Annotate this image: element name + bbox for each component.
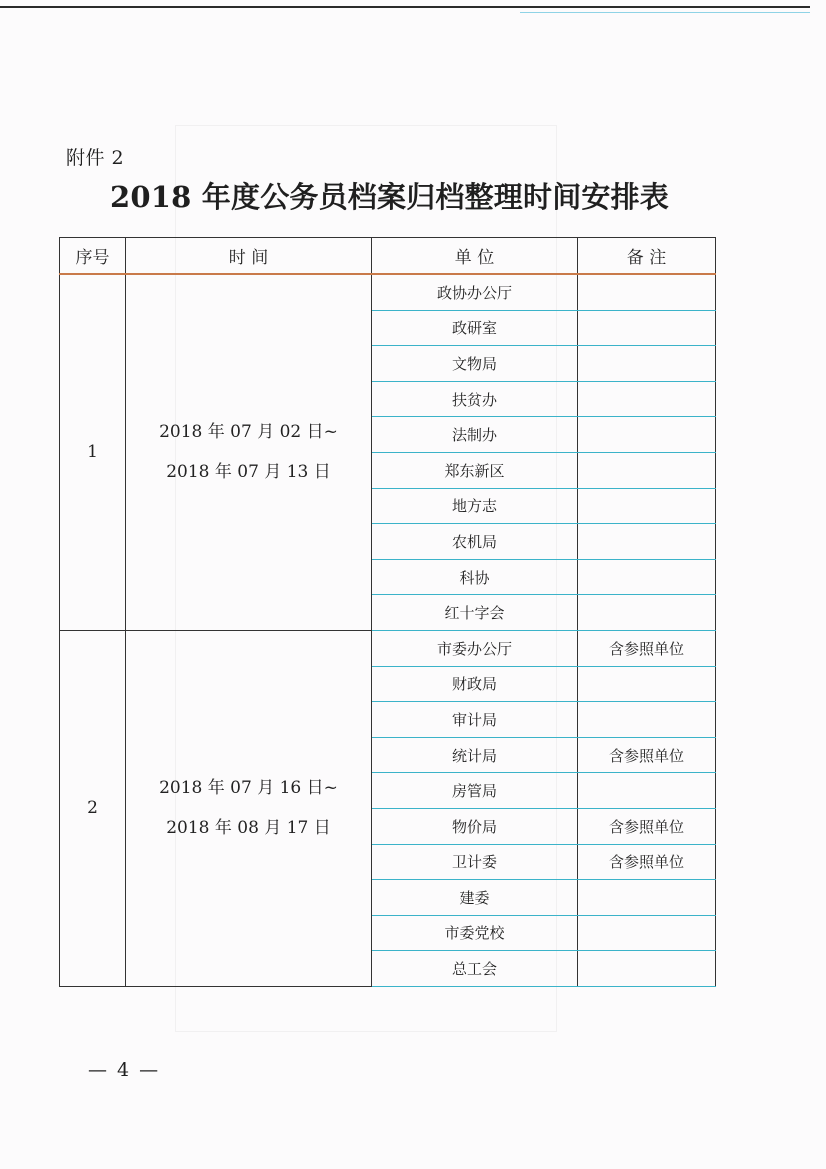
table-row	[60, 274, 716, 310]
note-cell	[578, 417, 716, 453]
table-header-row	[60, 238, 716, 275]
group-time-range	[126, 630, 372, 986]
note-cell	[578, 666, 716, 702]
unit-cell: 物价局	[372, 808, 578, 844]
note-cell	[578, 524, 716, 560]
note-cell	[578, 452, 716, 488]
note-cell	[578, 880, 716, 916]
column-header-seq: 序号	[60, 238, 126, 275]
top-border-line	[0, 6, 810, 8]
column-header-note: 备 注	[578, 238, 716, 275]
note-cell	[578, 381, 716, 417]
unit-cell: 市委党校	[372, 915, 578, 951]
table-row	[60, 630, 716, 666]
schedule-table	[59, 237, 716, 987]
note-cell	[578, 559, 716, 595]
unit-cell: 法制办	[372, 417, 578, 453]
note-cell: 含参照单位	[578, 808, 716, 844]
document-title: 2018 年度公务员档案归档整理时间安排表	[110, 180, 670, 214]
note-cell	[578, 915, 716, 951]
note-cell	[578, 346, 716, 382]
column-header-unit: 单 位	[372, 238, 578, 275]
note-cell	[578, 274, 716, 310]
time-end: 2018 年 07 月 13 日	[166, 462, 331, 483]
unit-cell: 卫计委	[372, 844, 578, 880]
attachment-label: 附件 2	[66, 147, 125, 169]
unit-cell: 地方志	[372, 488, 578, 524]
note-cell: 含参照单位	[578, 737, 716, 773]
note-cell: 含参照单位	[578, 844, 716, 880]
top-border-accent	[520, 12, 810, 13]
unit-cell: 房管局	[372, 773, 578, 809]
group-time-range	[126, 274, 372, 630]
time-start: 2018 年 07 月 16 日~	[159, 778, 338, 799]
note-cell	[578, 595, 716, 631]
unit-cell: 建委	[372, 880, 578, 916]
unit-cell: 统计局	[372, 737, 578, 773]
unit-cell: 总工会	[372, 951, 578, 987]
column-header-time: 时 间	[126, 238, 372, 275]
page-number: — 4 —	[88, 1059, 161, 1081]
time-start: 2018 年 07 月 02 日~	[159, 422, 338, 443]
group-seq: 2	[60, 630, 126, 986]
unit-cell: 市委办公厅	[372, 630, 578, 666]
unit-cell: 扶贫办	[372, 381, 578, 417]
unit-cell: 郑东新区	[372, 452, 578, 488]
unit-cell: 财政局	[372, 666, 578, 702]
note-cell	[578, 773, 716, 809]
note-cell: 含参照单位	[578, 630, 716, 666]
note-cell	[578, 702, 716, 738]
unit-cell: 政协办公厅	[372, 274, 578, 310]
unit-cell: 红十字会	[372, 595, 578, 631]
unit-cell: 审计局	[372, 702, 578, 738]
unit-cell: 农机局	[372, 524, 578, 560]
note-cell	[578, 488, 716, 524]
note-cell	[578, 951, 716, 987]
group-seq: 1	[60, 274, 126, 630]
note-cell	[578, 310, 716, 346]
unit-cell: 文物局	[372, 346, 578, 382]
time-end: 2018 年 08 月 17 日	[166, 818, 331, 839]
unit-cell: 政研室	[372, 310, 578, 346]
unit-cell: 科协	[372, 559, 578, 595]
